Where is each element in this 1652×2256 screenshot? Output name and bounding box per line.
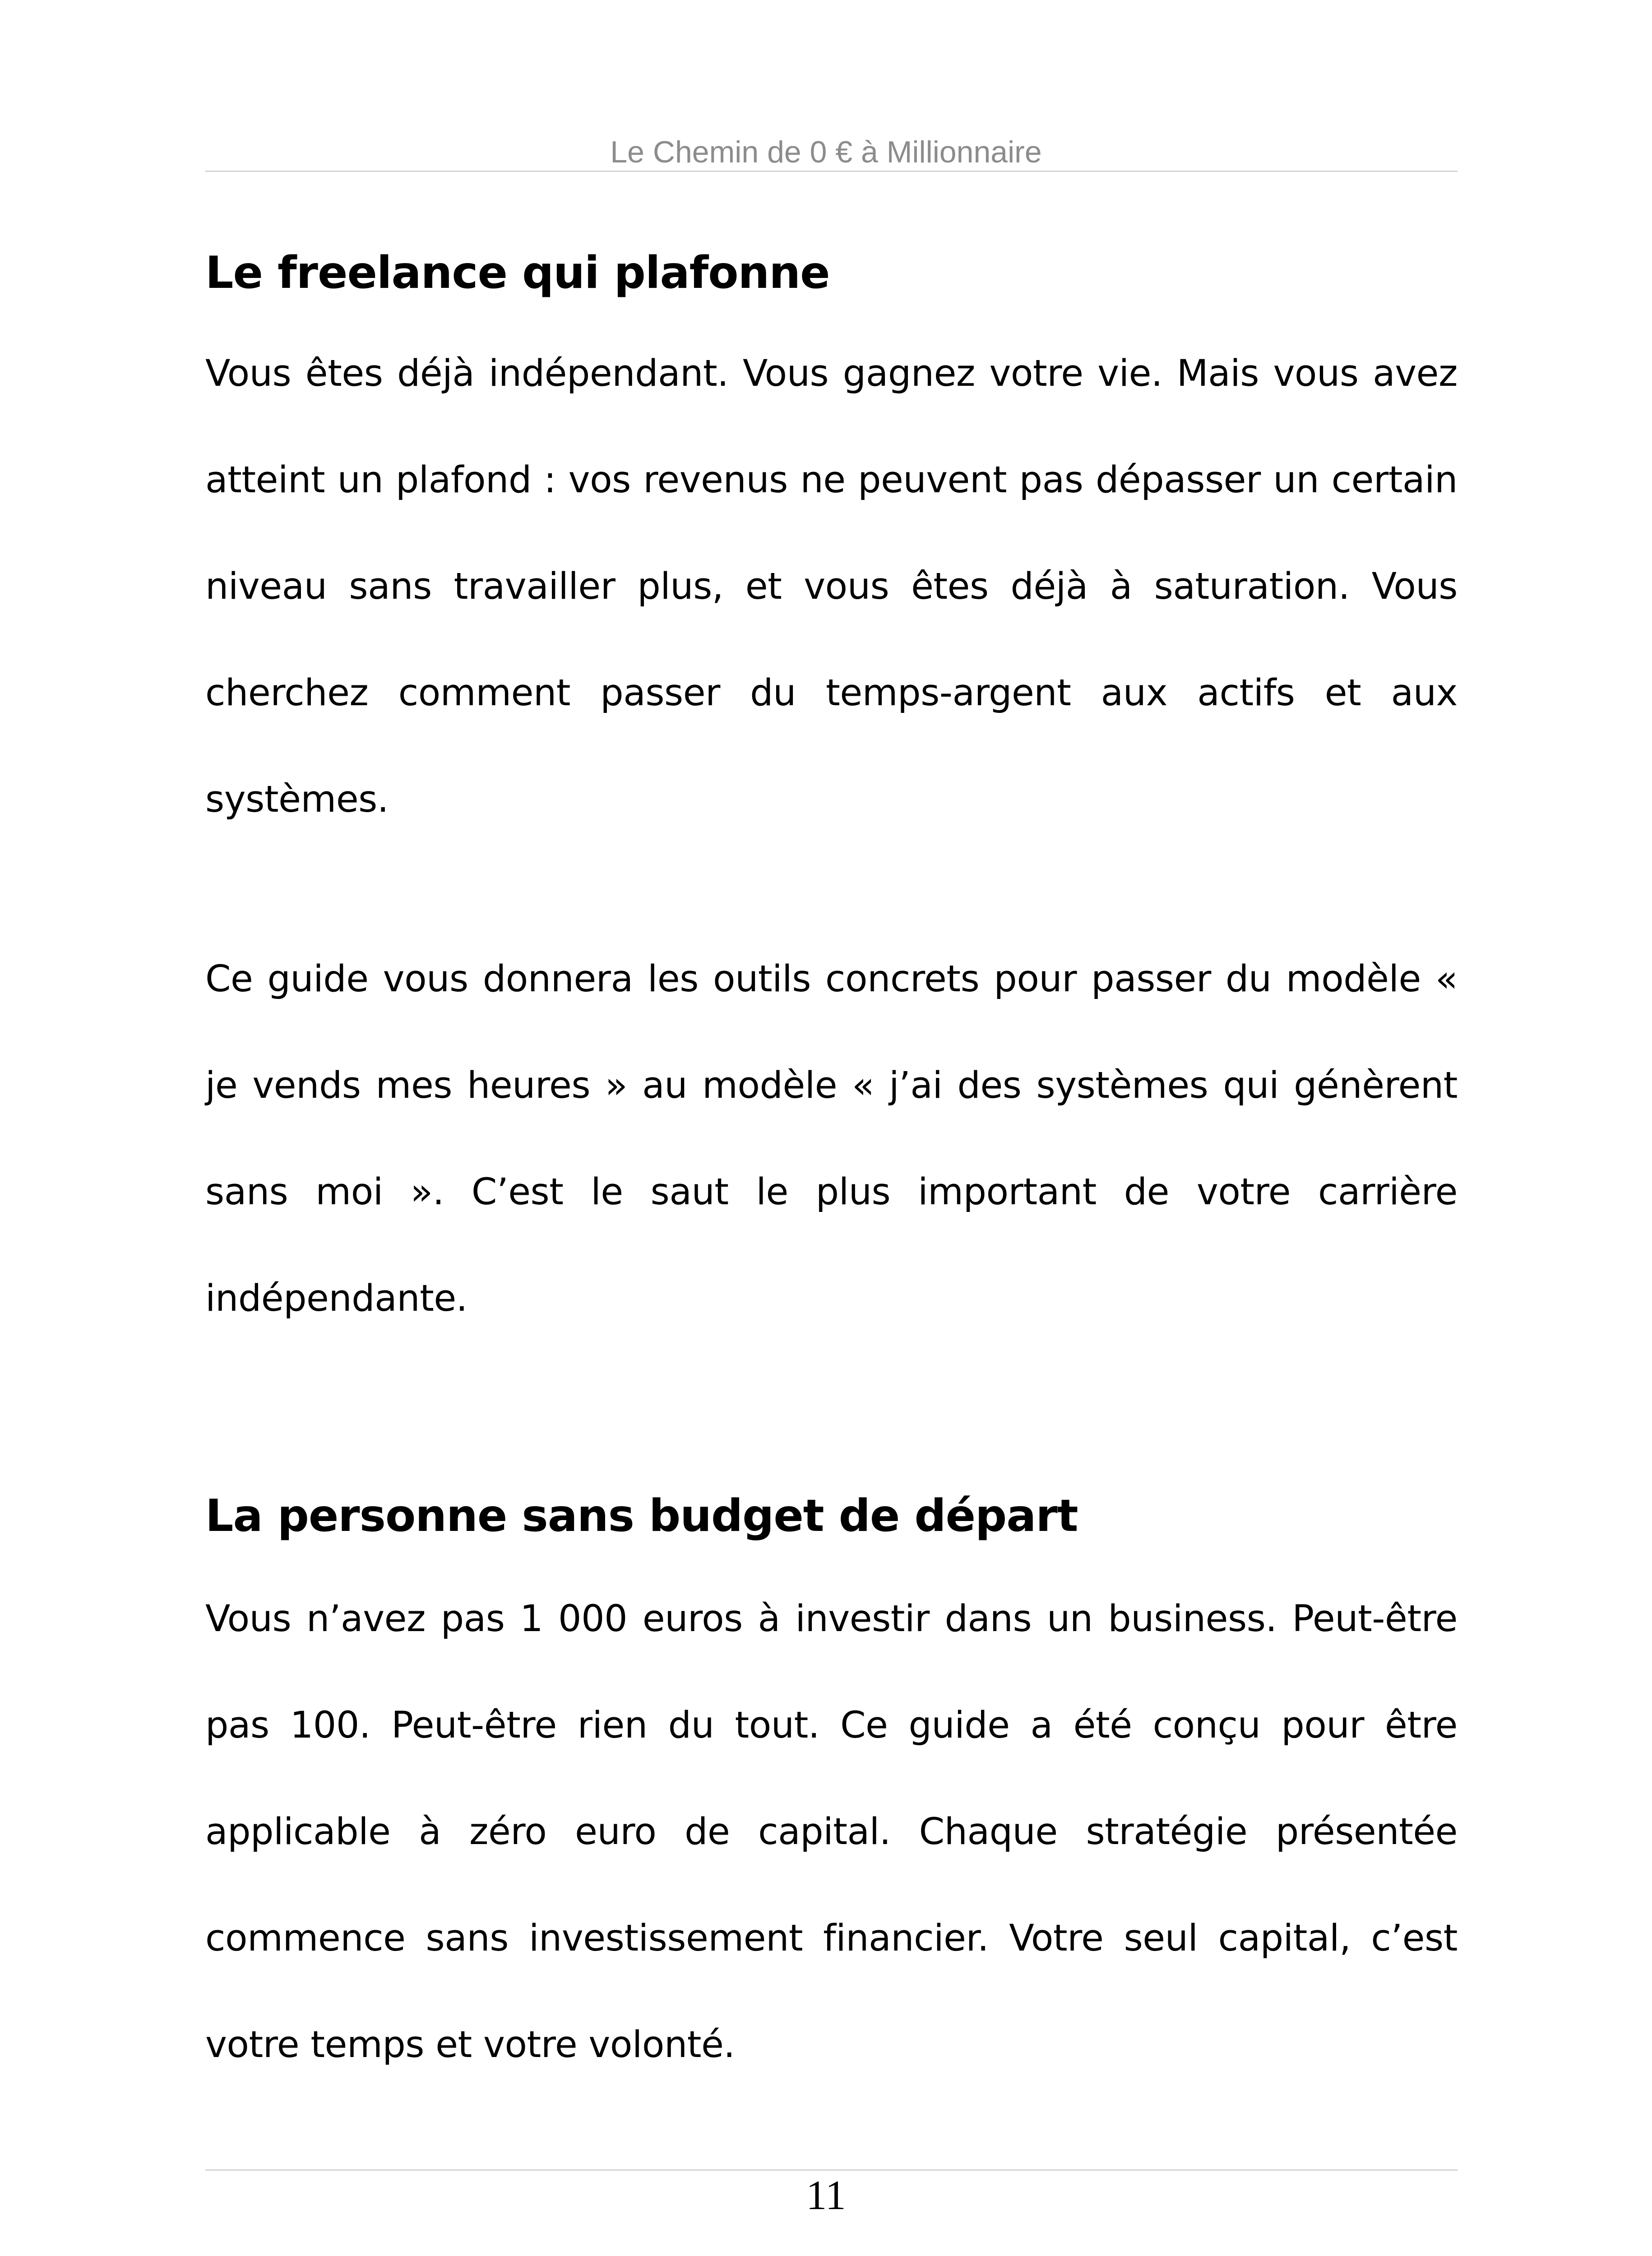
header-divider	[205, 171, 1458, 172]
running-header: Le Chemin de 0 € à Millionnaire	[610, 135, 1042, 169]
body-paragraph: Vous êtes déjà indépendant. Vous gagnez votre vie. Mais vous avez atteint un plafond : vos revenus ne peuvent pas dépasser un certain niveau sans travailler plus, et vous êtes déjà à saturation. Vous cherchez comment passer du temps-argent aux actifs et aux systèmes.	[205, 352, 1458, 821]
page-number: 11	[806, 2172, 846, 2218]
section-title: Le freelance qui plafonne	[205, 247, 830, 299]
body-paragraph: Vous n’avez pas 1 000 euros à investir dans un business. Peut-être pas 100. Peut-être rien du tout. Ce guide a été conçu pour être applicable à zéro euro de capital. Chaque stratégie présentée commence sans investissement financier. Votre seul capital, c’est votre temps et votre volonté.	[205, 1598, 1458, 2066]
section-title: La personne sans budget de départ	[205, 1490, 1078, 1542]
body-paragraph: Ce guide vous donnera les outils concrets pour passer du modèle « je vends mes heures » au modèle « j’ai des systèmes qui génèrent sans moi ». C’est le saut le plus important de votre carrière indépendante.	[205, 958, 1458, 1320]
